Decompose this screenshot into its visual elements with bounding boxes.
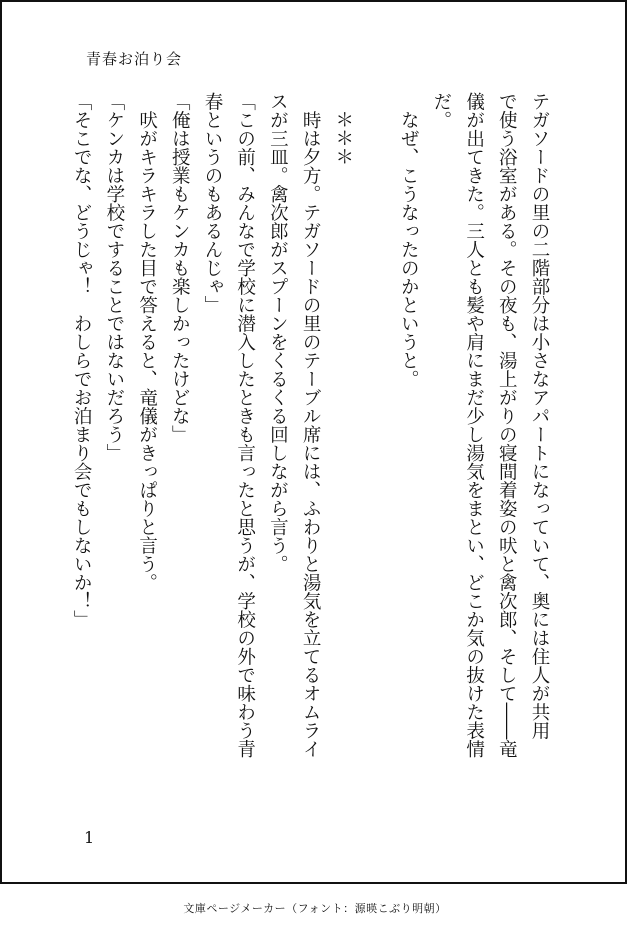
- vertical-body-text: [64, 92, 555, 758]
- running-head-title: 青春お泊り会: [86, 50, 183, 68]
- text-line: 吠がキラキラした目で答えると、竜儀がきっぱりと言う。: [136, 92, 158, 592]
- text-line: で使う浴室がある。その夜も、湯上がりの寝間着姿の吠と禽次郎、そして――竜: [496, 92, 518, 758]
- text-line: だ。: [430, 92, 452, 129]
- text-line: 時は夕方。テガソードの里のテーブル席には、ふわりと湯気を立てるオムライ: [300, 92, 322, 758]
- text-line: 儀が出てきた。三人とも髪や肩にまだ少し湯気をまとい、どこか気の抜けた表情: [463, 92, 485, 758]
- text-line: テガソードの里の二階部分は小さなアパートになっていて、奥には住人が共用: [529, 92, 550, 740]
- text-line: スが三皿。禽次郎がスプーンをくるくる回しながら言う。: [267, 92, 289, 573]
- page-number: 1: [84, 828, 95, 847]
- footer-credit: 文庫ページメーカー（フォント：源暎こぶり明朝）: [183, 902, 447, 915]
- text-line: 「この前、みんなで学校に潜入したときも言ったと思うが、学校の外で味わう青: [234, 92, 256, 758]
- text-line: 「ケンカは学校ですることではないだろう」: [103, 92, 125, 462]
- text-line: なぜ、こうなったのかというと。: [398, 92, 420, 388]
- text-line: 「俺は授業もケンカも楽しかったけどな」: [169, 92, 191, 444]
- text-line: 「そこでな、どうじゃ！ わしらでお泊まり会でもしないか！」: [71, 92, 93, 629]
- scene-break: ＊＊＊: [332, 92, 354, 166]
- blank-line: [359, 92, 392, 712]
- text-line: 春というのもあるんじゃ」: [201, 92, 223, 314]
